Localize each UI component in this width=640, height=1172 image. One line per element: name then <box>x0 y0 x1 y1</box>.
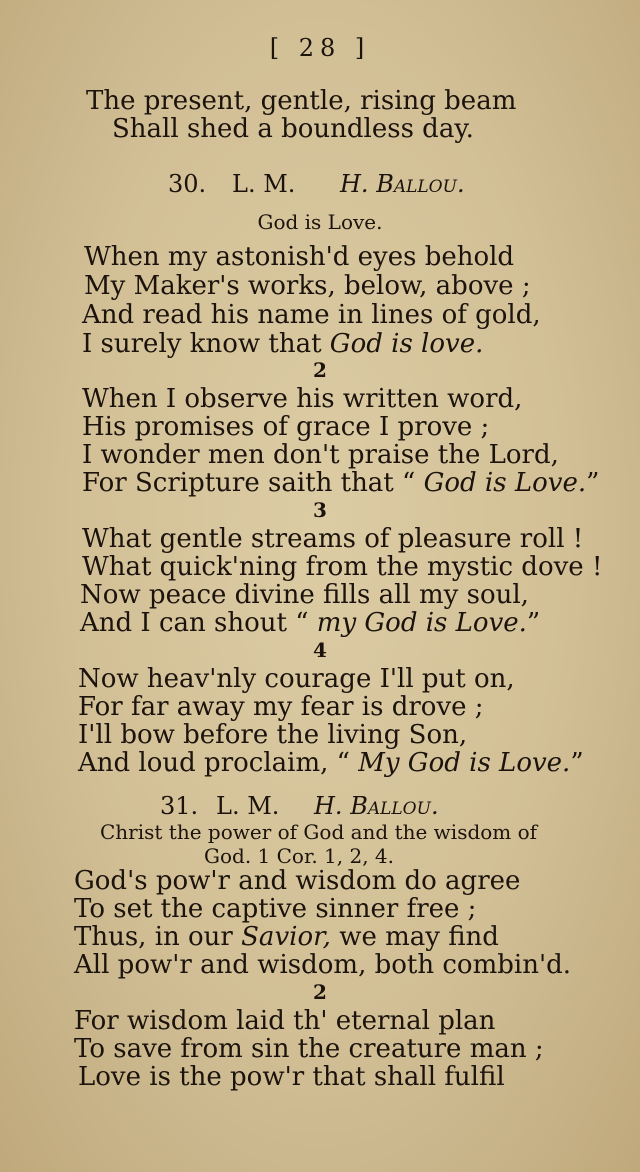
hymn30-verse-number-4: 4 <box>313 638 327 662</box>
hymn30-v2-line4: For Scripture saith that “ God is Love.” <box>82 468 600 498</box>
hymn30-author: H. Ballou. <box>340 170 465 198</box>
hymn30-v1-line2: My Maker's works, below, above ; <box>84 271 531 301</box>
hymn31-meter: L. M. <box>216 792 280 820</box>
hymn30-verse-number-2: 2 <box>313 358 327 382</box>
hymn31-v2-line3: Love is the pow'r that shall fulfil <box>78 1062 505 1092</box>
hymn30-v3-line1: What gentle streams of pleasure roll ! <box>82 524 584 554</box>
hymn31-v1-line3: Thus, in our Savior, we may find <box>74 922 499 952</box>
hymn31-v1-line1: God's pow'r and wisdom do agree <box>74 866 521 896</box>
hymn31-v2-line2: To save from sin the creature man ; <box>74 1034 544 1064</box>
hymn30-v3-line3: Now peace divine fills all my soul, <box>80 580 529 610</box>
hymn30-v1-line4: I surely know that God is love. <box>82 329 484 359</box>
hymn30-v1-line3: And read his name in lines of gold, <box>82 300 541 330</box>
hymn30-v4-line2: For far away my fear is drove ; <box>78 692 484 722</box>
hymn30-v4-line1: Now heav'nly courage I'll put on, <box>78 664 515 694</box>
hymn30-v4-line4: And loud proclaim, “ My God is Love.” <box>78 748 584 778</box>
hymn30-v1-line1: When my astonish'd eyes behold <box>84 242 515 272</box>
hymn30-v2-line1: When I observe his written word, <box>82 384 523 414</box>
hymn30-v2-line3: I wonder men don't praise the Lord, <box>82 440 559 470</box>
hymn31-v1-line4: All pow'r and wisdom, both combin'd. <box>74 950 571 980</box>
prev-verse-line-2: Shall shed a boundless day. <box>112 114 474 144</box>
hymn30-meter: L. M. <box>232 170 296 198</box>
hymn31-subtitle-1: Christ the power of God and the wisdom of <box>100 820 538 844</box>
hymn31-author: H. Ballou. <box>314 792 439 820</box>
hymn31-v2-line1: For wisdom laid th' eternal plan <box>74 1006 496 1036</box>
hymn30-v2-line2: His promises of grace I prove ; <box>82 412 490 442</box>
hymn31-verse-number-2: 2 <box>313 980 327 1004</box>
hymn31-v1-line2: To set the captive sinner free ; <box>74 894 477 924</box>
hymn30-subtitle: God is Love. <box>257 210 383 234</box>
hymn30-v4-line3: I'll bow before the living Son, <box>78 720 468 750</box>
hymn30-v3-line2: What quick'ning from the mystic dove ! <box>82 552 603 582</box>
page-number: [ 28 ] <box>269 34 371 62</box>
hymn31-number: 31. <box>160 792 199 820</box>
prev-verse-line-1: The present, gentle, rising beam <box>86 86 517 116</box>
hymn30-v3-line4: And I can shout “ my God is Love.” <box>80 608 541 638</box>
hymn30-verse-number-3: 3 <box>313 498 327 522</box>
hymn30-number: 30. <box>168 170 207 198</box>
hymn31-subtitle-2: God. 1 Cor. 1, 2, 4. <box>204 844 394 868</box>
